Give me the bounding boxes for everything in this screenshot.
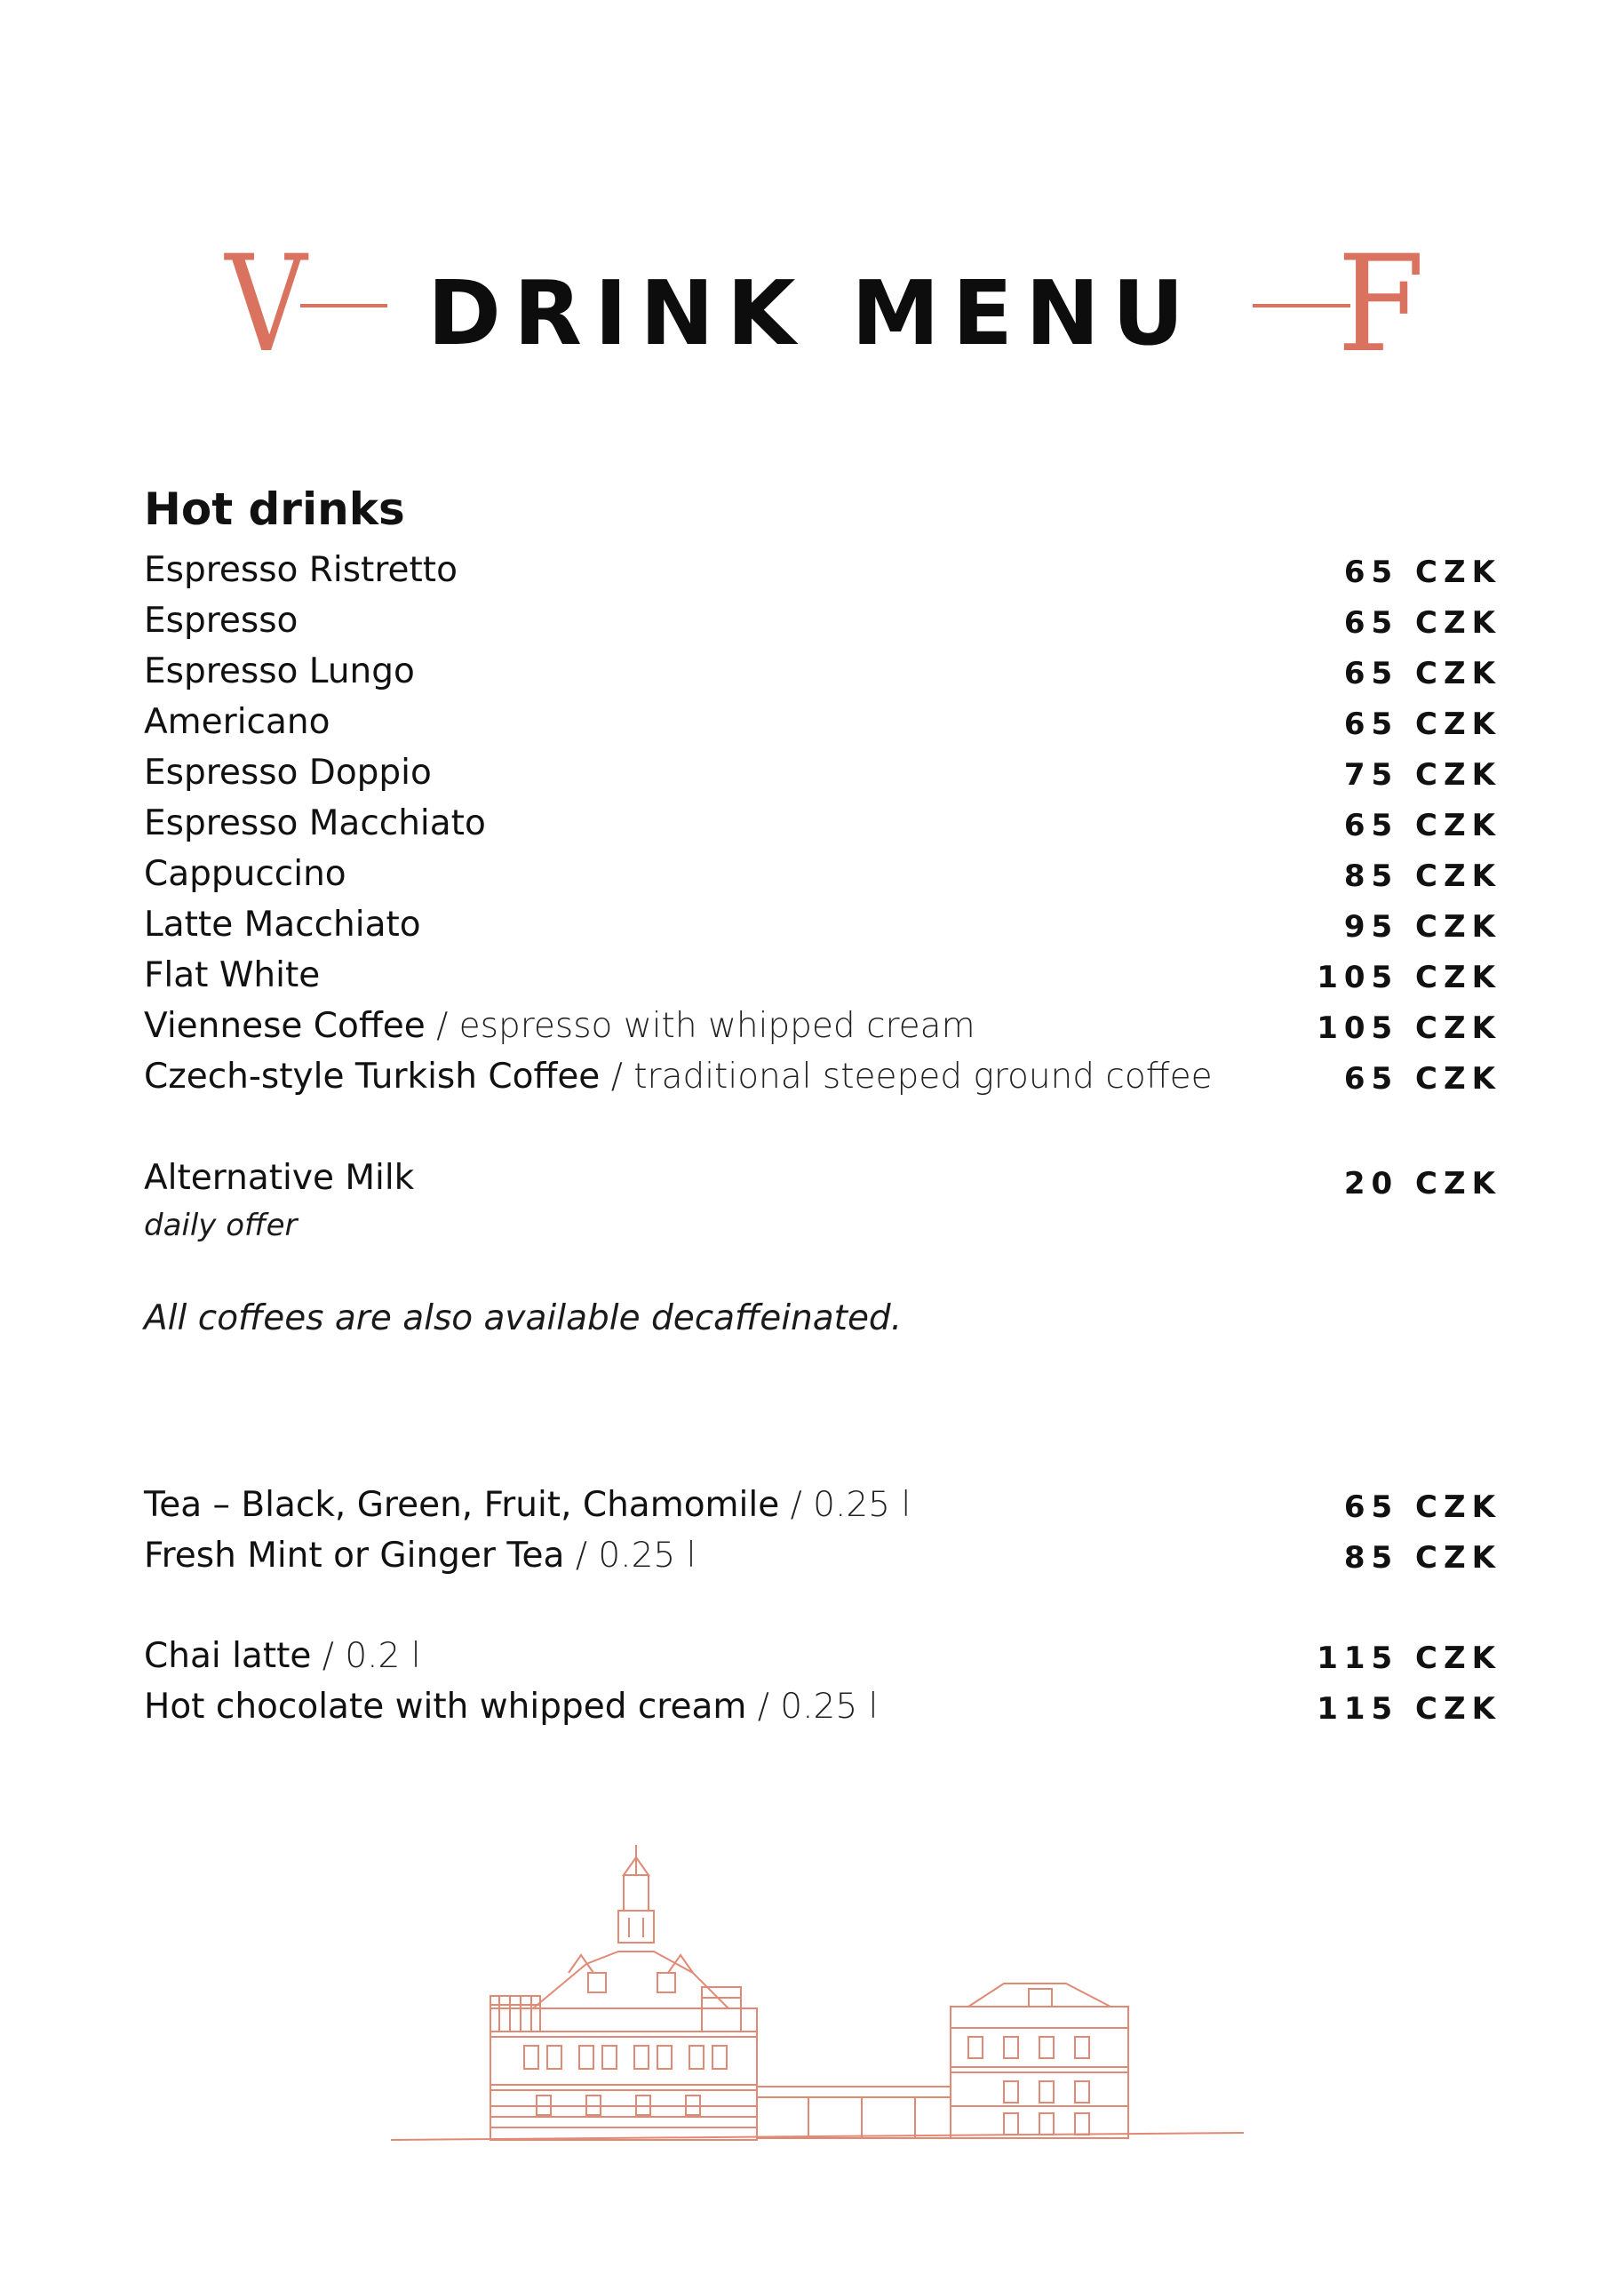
building-illustration [391,1840,1262,2159]
item-price: 65 CZK [1343,656,1501,691]
menu-item [144,748,1501,798]
menu-item [144,1531,1501,1581]
item-name: Americano [144,702,330,742]
menu-item [144,647,1501,697]
item-price: 65 CZK [1343,555,1501,590]
item-name [144,1052,1213,1102]
menu-item [144,799,1501,849]
item-description: / traditional steeped ground coffee [600,1057,1213,1097]
item-name: Flat White [144,955,321,995]
item-price: 65 CZK [1343,605,1501,641]
svg-text:F: F [1337,240,1425,364]
item-description: / 0.2 l [311,1636,421,1676]
item-description: / espresso with whipped cream [425,1006,975,1046]
menu-item [144,546,1501,595]
item-description: / 0.25 l [779,1485,912,1525]
item-name-text: Tea – Black, Green, Fruit, Chamomile [144,1485,780,1525]
item-price: 65 CZK [1343,706,1501,742]
item-name-text: Hot chocolate with whipped cream [144,1687,747,1727]
item-price: 115 CZK [1317,1640,1501,1676]
item-description: / 0.25 l [564,1536,697,1576]
menu-item [144,1632,1501,1681]
menu-item [144,1481,1501,1530]
menu-header [0,240,1624,382]
item-name-text: Viennese Coffee [144,1006,426,1046]
page-title: DRINK MENU [427,261,1197,365]
menu-item-alternative-milk [144,1153,1501,1203]
menu-item [144,850,1501,899]
menu-item [144,951,1501,1001]
item-price: 65 CZK [1343,808,1501,843]
item-price: 85 CZK [1343,1540,1501,1576]
menu-item [144,1002,1501,1051]
item-name-text: Czech-style Turkish Coffee [144,1057,601,1097]
decaf-note: All coffees are also available decaffeinated. [144,1298,903,1338]
menu-item [144,1052,1501,1102]
item-name [144,1002,975,1051]
alternative-milk-note: daily offer [144,1208,298,1243]
item-description: / 0.25 l [746,1687,879,1727]
item-name: Cappuccino [144,854,346,894]
item-name: Alternative Milk [144,1158,415,1198]
item-name [144,1531,696,1581]
item-price: 20 CZK [1343,1166,1501,1201]
menu-item [144,698,1501,747]
menu-item [144,596,1501,646]
section-title-hot-drinks: Hot drinks [144,483,405,535]
item-name: Espresso Doppio [144,753,432,793]
item-name [144,1682,878,1732]
item-name: Espresso Macchiato [144,803,486,843]
item-name: Espresso Lungo [144,651,415,691]
item-price: 65 CZK [1343,1061,1501,1097]
item-name: Espresso [144,601,299,641]
item-name [144,1632,421,1681]
item-price: 65 CZK [1343,1489,1501,1525]
item-price: 105 CZK [1317,1010,1501,1046]
monogram-f-logo [1253,240,1430,364]
item-price: 105 CZK [1317,960,1501,995]
item-name: Latte Macchiato [144,905,421,945]
item-name-text: Fresh Mint or Ginger Tea [144,1536,565,1576]
item-price: 95 CZK [1343,909,1501,945]
menu-item [144,900,1501,950]
item-name [144,1481,911,1530]
item-price: 75 CZK [1343,757,1501,793]
item-price: 115 CZK [1317,1691,1501,1727]
item-name-text: Chai latte [144,1636,312,1676]
svg-text:V: V [225,240,307,364]
item-name: Espresso Ristretto [144,550,458,590]
menu-item [144,1682,1501,1732]
item-price: 85 CZK [1343,858,1501,894]
